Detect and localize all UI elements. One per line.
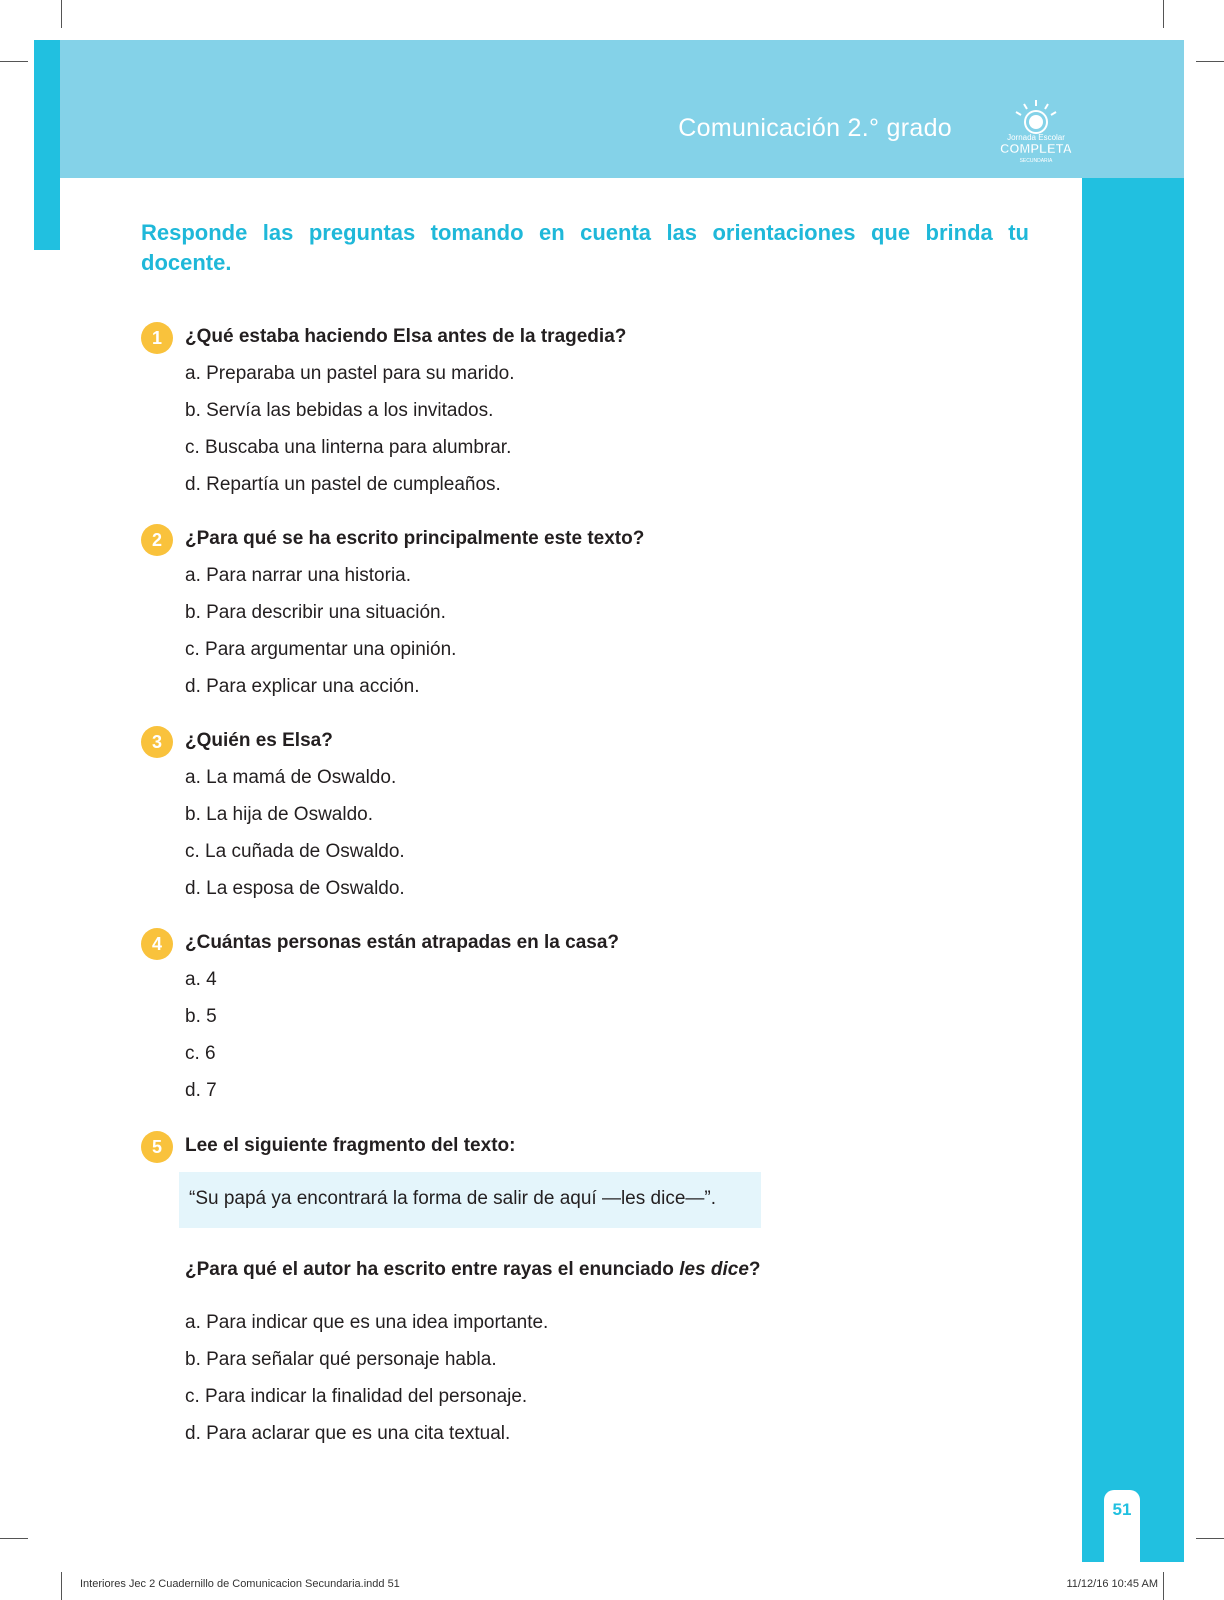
crop-mark	[61, 0, 62, 28]
sub-question-start: ¿Para qué el autor ha escrito entre rayas el enunciado	[185, 1259, 680, 1280]
answer-option-b: b. Servía las bebidas a los invitados.	[185, 400, 494, 421]
answer-option-a: a. Para indicar que es una idea importante.	[185, 1312, 549, 1333]
instruction-text: Responde las preguntas tomando en cuenta las orientaciones que brinda tu docente.	[141, 220, 1029, 275]
quote-text: “Su papá ya encontrará la forma de salir de aquí —les dice—”.	[189, 1188, 716, 1209]
answer-option-b: b. 5	[185, 1006, 217, 1027]
page-number-tab	[1104, 1490, 1140, 1562]
quote-box	[179, 1172, 761, 1228]
page-number: 51	[1112, 1500, 1132, 1519]
question-number-badge: 3	[141, 726, 173, 758]
answer-option-a: a. La mamá de Oswaldo.	[185, 767, 397, 788]
question-text: ¿Qué estaba haciendo Elsa antes de la tragedia?	[185, 326, 627, 347]
question-text: ¿Quién es Elsa?	[185, 730, 333, 751]
crop-mark	[0, 61, 28, 62]
answer-option-d: d. Para explicar una acción.	[185, 676, 420, 697]
answer-option-d: d. La esposa de Oswaldo.	[185, 878, 405, 899]
logo-text-main: COMPLETA	[1000, 141, 1072, 156]
question-number-badge: 5	[141, 1131, 173, 1163]
crop-mark	[0, 1538, 28, 1539]
header-title: Comunicación 2.° grado	[678, 114, 952, 142]
answer-option-c: c. 6	[185, 1043, 216, 1064]
answer-option-b: b. La hija de Oswaldo.	[185, 804, 374, 825]
logo-text-sub: SECUNDARIA	[1019, 158, 1053, 164]
question-number-badge: 1	[141, 322, 173, 354]
question-number-badge: 2	[141, 524, 173, 556]
question-text: ¿Cuántas personas están atrapadas en la casa?	[185, 932, 620, 953]
answer-option-a: a. Para narrar una historia.	[185, 565, 412, 586]
question-number-badge: 4	[141, 928, 173, 960]
crop-mark	[1163, 0, 1164, 28]
answer-option-a: a. Preparaba un pastel para su marido.	[185, 363, 515, 384]
answer-option-b: b. Para describir una situación.	[185, 602, 446, 623]
jornada-escolar-completa-logo	[994, 98, 1078, 172]
answer-option-b: b. Para señalar qué personaje habla.	[185, 1349, 497, 1370]
answer-option-d: d. Para aclarar que es una cita textual.	[185, 1423, 511, 1444]
footer-file-info: Interiores Jec 2 Cuadernillo de Comunicacion Secundaria.indd 51	[80, 1578, 400, 1590]
crop-mark	[61, 1572, 62, 1600]
answer-option-c: c. Para indicar la finalidad del personaje.	[185, 1386, 528, 1407]
question-text: Lee el siguiente fragmento del texto:	[185, 1135, 516, 1156]
answer-option-a: a. 4	[185, 969, 217, 990]
left-accent-strip	[34, 40, 60, 250]
logo-text-top: Jornada Escolar	[1007, 133, 1065, 142]
crop-mark	[1163, 1572, 1164, 1600]
answer-option-c: c. Para argumentar una opinión.	[185, 639, 457, 660]
sub-question-text	[185, 1259, 761, 1281]
answer-option-d: d. Repartía un pastel de cumpleaños.	[185, 474, 501, 495]
footer-timestamp: 11/12/16 10:45 AM	[1066, 1578, 1158, 1590]
question-text: ¿Para qué se ha escrito principalmente este texto?	[185, 528, 645, 549]
sub-question-italic: les dice	[679, 1259, 749, 1280]
right-accent-band	[1082, 178, 1184, 1562]
answer-option-c: c. Buscaba una linterna para alumbrar.	[185, 437, 512, 458]
crop-mark	[1196, 61, 1224, 62]
answer-option-c: c. La cuñada de Oswaldo.	[185, 841, 405, 862]
answer-option-d: d. 7	[185, 1080, 217, 1101]
sub-question-end: ?	[748, 1259, 761, 1280]
crop-mark	[1196, 1538, 1224, 1539]
